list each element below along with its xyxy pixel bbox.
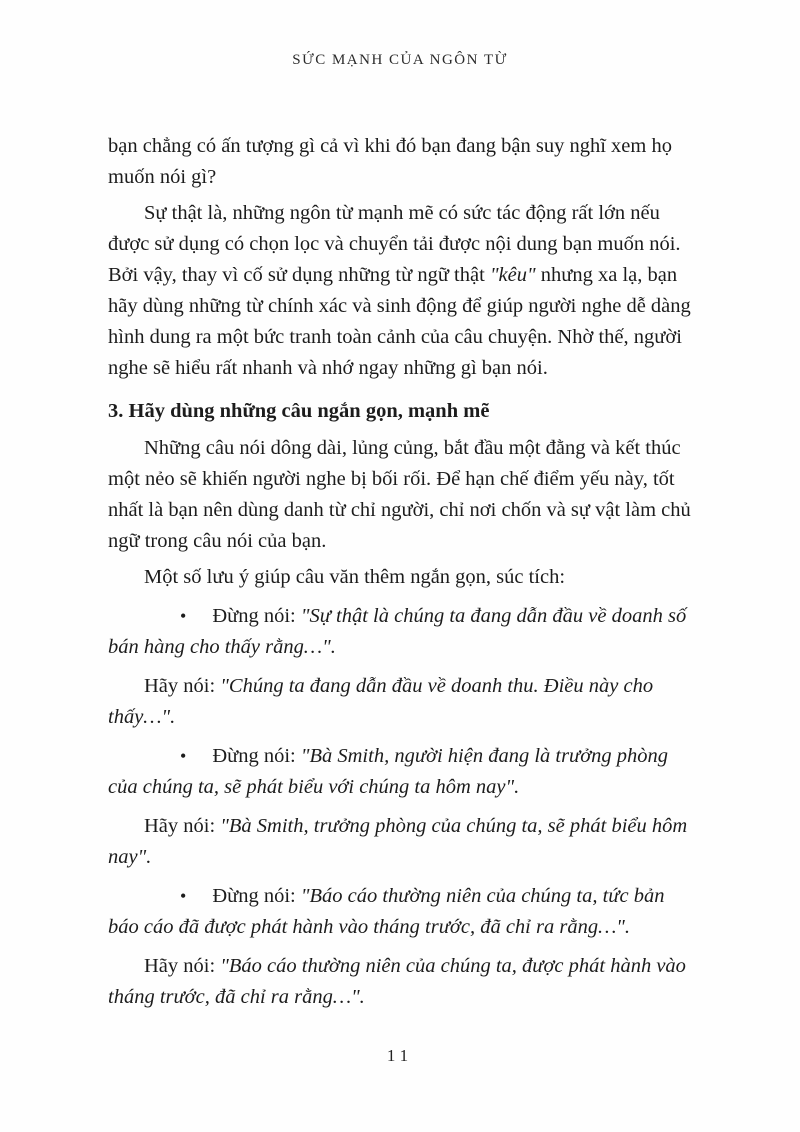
list-item-quote: "Báo cáo thường niên của chúng ta, tức bản báo cáo đã được phát hành vào tháng trước, đã chỉ ra rằng…". [108,885,665,938]
list-item-label: Đừng nói: [212,885,301,907]
list-item-label: Hãy nói: [144,815,221,837]
paragraph-section: Những câu nói dông dài, lủng củng, bắt đầu một đằng và kết thúc một nẻo sẽ khiến người nghe bị bối rối. Để hạn chế điểm yếu này, tốt nhất là bạn nên dùng danh từ chỉ người, chỉ nơi chốn và sự vật làm chủ ngữ trong câu nói của bạn. [108,437,691,552]
list-item-quote: "Báo cáo thường niên của chúng ta, được phát hành vào tháng trước, đã chỉ ra rằng…". [108,955,686,1008]
paragraph-intro-post: nhưng xa lạ, bạn hãy dùng những từ chính xác và sinh động để giúp người nghe dễ dàng hình dung ra một bức tranh toàn cảnh của câu chuyện. Nhờ thế, người nghe sẽ hiểu rất nhanh và nhớ ngay những gì bạn nói. [108,264,691,379]
paragraph-continuation: bạn chẳng có ấn tượng gì cả vì khi đó bạn đang bận suy nghĩ xem họ muốn nói gì? [108,135,672,188]
list-item-label: Hãy nói: [144,675,221,697]
list-item-dont-2 [108,741,692,803]
paragraph-intro-pre: Sự thật là, những ngôn từ mạnh mẽ có sức tác động rất lớn nếu được sử dụng có chọn lọc và chuyển tải được nội dung bạn muốn nói. Bởi vậy, thay vì cố sử dụng những từ ngữ thật [108,202,681,286]
list-item-quote: "Bà Smith, người hiện đang là trưởng phòng của chúng ta, sẽ phát biểu với chúng ta hôm nay". [108,745,669,798]
bullet-icon: • [180,886,187,906]
page-number: 11 [386,1046,414,1065]
list-item-do-3 [108,951,692,1013]
section-heading: 3. Hãy dùng những câu ngắn gọn, mạnh mẽ [108,400,490,422]
list-item-do-1 [108,671,692,733]
running-header: SỨC MẠNH CỦA NGÔN TỪ [292,52,508,68]
page-content [108,126,692,1021]
list-item-label: Hãy nói: [144,955,221,977]
paragraph-intro-emphasis: "kêu" [489,264,536,286]
paragraph-tips-intro: Một số lưu ý giúp câu văn thêm ngắn gọn, súc tích: [144,566,566,588]
list-item-do-2 [108,811,692,873]
bullet-icon: • [180,606,187,626]
paragraph-intro [108,198,692,384]
bullet-icon: • [180,746,187,766]
list-item-dont-1 [108,601,692,663]
list-item-label: Đừng nói: [212,745,301,767]
list-item-quote: "Bà Smith, trưởng phòng của chúng ta, sẽ phát biểu hôm nay". [108,815,688,868]
list-item-quote: "Sự thật là chúng ta đang dẫn đầu về doanh số bán hàng cho thấy rằng…". [108,605,687,658]
list-item-quote: "Chúng ta đang dẫn đầu về doanh thu. Điều này cho thấy…". [108,675,654,728]
list-item-dont-3 [108,881,692,943]
list-item-label: Đừng nói: [212,605,301,627]
